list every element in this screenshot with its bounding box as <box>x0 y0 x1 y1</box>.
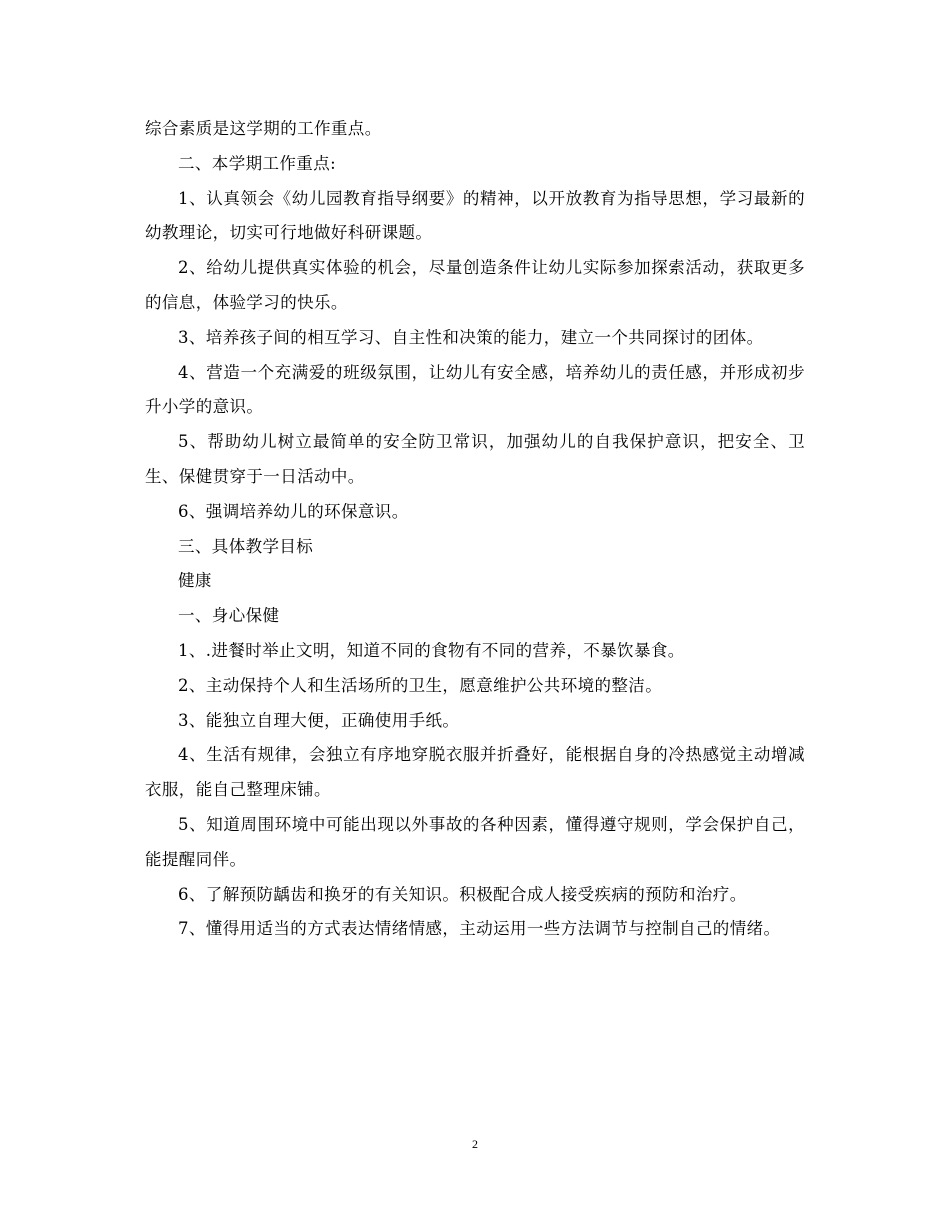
list-item-focus-4: 4、营造一个充满爱的班级氛围，让幼儿有安全感，培养幼儿的责任感，并形成初步升小学的意识。 <box>145 362 805 417</box>
list-item-focus-3: 3、培养孩子间的相互学习、自主性和决策的能力，建立一个共同探讨的团体。 <box>178 327 764 347</box>
paragraph-intro: 综合素质是这学期的工作重点。 <box>145 119 382 138</box>
list-item-care-3: 3、能独立自理大便，正确使用手纸。 <box>178 710 460 730</box>
list-item-focus-6: 6、强调培养幼儿的环保意识。 <box>178 501 409 521</box>
document-body <box>145 112 805 947</box>
list-item-focus-5: 5、帮助幼儿树立最简单的安全防卫常识，加强幼儿的自我保护意识，把安全、卫生、保健贯穿于一日活动中。 <box>145 432 805 486</box>
list-item-focus-1: 1、认真领会《幼儿园教育指导纲要》的精神，以开放教育为指导思想，学习最新的幼教理论，切实可行地做好科研课题。 <box>145 188 805 243</box>
heading-physical-mental-care: 一、身心保健 <box>178 606 280 626</box>
heading-teaching-goals: 三、具体教学目标 <box>178 536 314 556</box>
list-item-care-6: 6、了解预防龋齿和换牙的有关知识。积极配合成人接受疾病的预防和治疗。 <box>178 884 747 904</box>
page-number: 2 <box>472 1137 478 1151</box>
list-item-care-7: 7、懂得用适当的方式表达情绪情感，主动运用一些方法调节与控制自己的情绪。 <box>178 919 781 939</box>
list-item-care-4: 4、生活有规律，会独立有序地穿脱衣服并折叠好，能根据自身的冷热感觉主动增减衣服，能自己整理床铺。 <box>145 745 805 800</box>
list-item-care-1: 1、.进餐时举止文明，知道不同的食物有不同的营养，不暴饮暴食。 <box>178 640 685 660</box>
heading-semester-focus: 二、本学期工作重点: <box>178 153 337 173</box>
list-item-care-2: 2、主动保持个人和生活场所的卫生，愿意维护公共环境的整洁。 <box>178 675 663 695</box>
list-item-focus-2: 2、给幼儿提供真实体验的机会，尽量创造条件让幼儿实际参加探索活动，获取更多的信息，体验学习的快乐。 <box>145 258 805 312</box>
list-item-care-5: 5、知道周围环境中可能出现以外事故的各种因素，懂得遵守规则，学会保护自己，能提醒同伴。 <box>145 814 805 869</box>
heading-health: 健康 <box>178 571 212 591</box>
